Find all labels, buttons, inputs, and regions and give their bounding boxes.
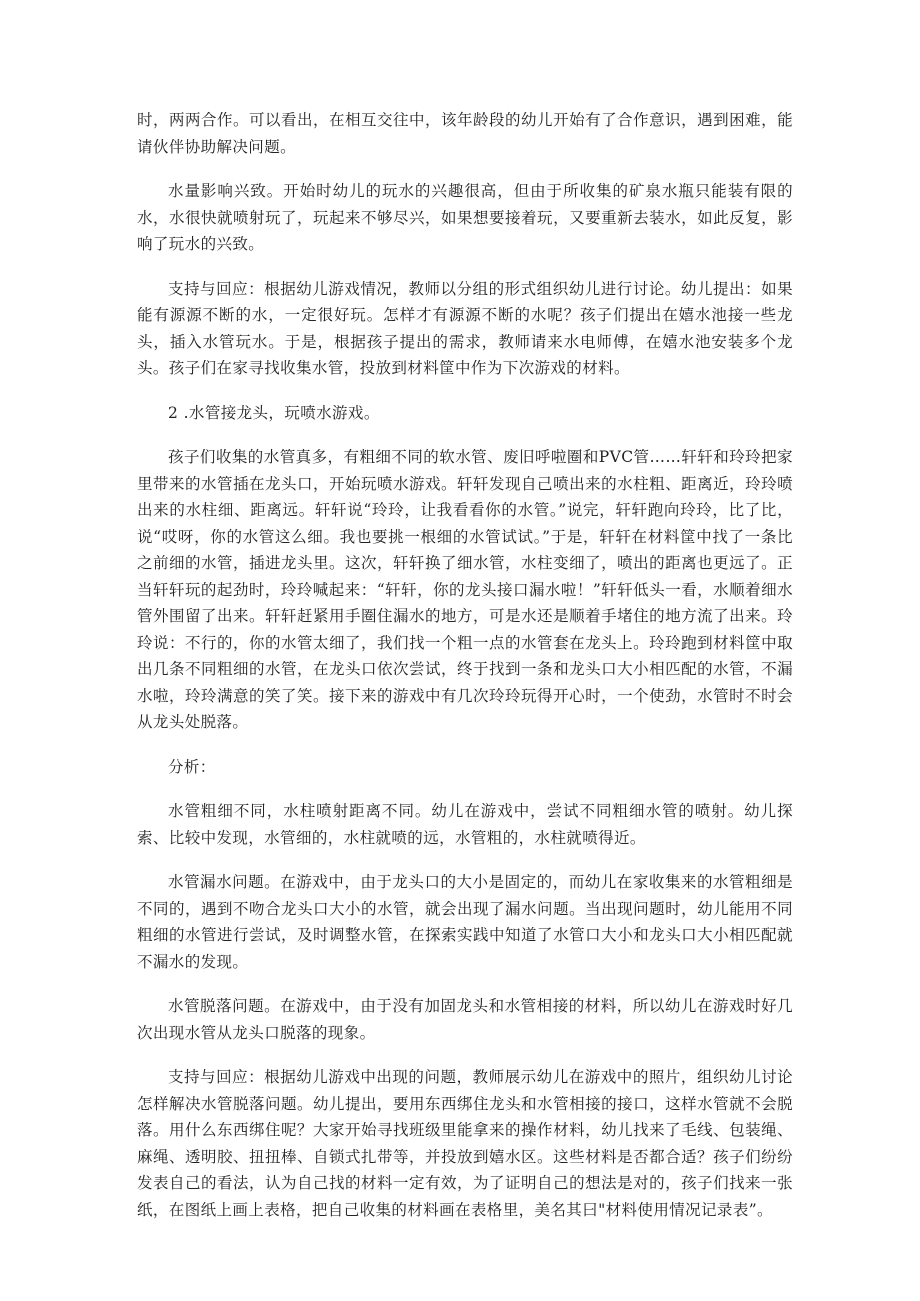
paragraph-cooperation-conclusion: 时，两两合作。可以看出，在相互交往中，该年龄段的幼儿开始有了合作意识，遇到困难，能请伙伴协助解决问题。 (137, 111, 793, 156)
paragraph-hose-leak: 水管漏水问题。在游戏中，由于龙头口的大小是固定的，而幼儿在家收集来的水管粗细是不同的，遇到不吻合龙头口大小的水管，就会出现了漏水问题。当出现问题时，幼儿能用不同粗细的水管进行尝试，及时调整水管，在探索实践中知道了水管口大小和龙头口大小相匹配就不漏水的发现。 (137, 873, 793, 971)
paragraph-support-response-1: 支持与回应：根据幼儿游戏情况，教师以分组的形式组织幼儿进行讨论。幼儿提出：如果能有源源不断的水，一定很好玩。怎样才有源源不断的水呢？孩子们提出在嬉水池接一些龙头，插入水管玩水。于是，根据孩子提出的需求，教师请来水电师傅，在嬉水池安装多个龙头。孩子们在家寻找收集水管，投放到材料筐中作为下次游戏的材料。 (137, 279, 793, 377)
paragraph-analysis-label: 分析： (168, 757, 216, 776)
paragraph-support-response-2: 支持与回应：根据幼儿游戏中出现的问题，教师展示幼儿在游戏中的照片，组织幼儿讨论怎样解决水管脱落问题。幼儿提出，要用东西绑住龙头和水管相接的接口，这样水管就不会脱落。用什么东西绑住呢？大家开始寻找班级里能拿来的操作材料，幼儿找来了毛线、包装绳、麻绳、透明胶、扭扭棒、自锁式扎带等，并投放到嬉水区。这些材料是否都合适？孩子们纷纷发表自己的看法，认为自己找的材料一定有效，为了证明自己的想法是对的，孩子们找来一张纸，在图纸上画上表格，把自己收集的材料画在表格里，美名其曰"材料使用情况记录表”。 (137, 1068, 793, 1219)
document-body (137, 107, 793, 1241)
paragraph-water-volume: 水量影响兴致。开始时幼儿的玩水的兴趣很高，但由于所收集的矿泉水瓶只能装有限的水，水很快就喷射玩了，玩起来不够尽兴，如果想要接着玩，又要重新去装水，如此反复，影响了玩水的兴致。 (137, 182, 793, 253)
paragraph-hose-story: 孩子们收集的水管真多，有粗细不同的软水管、废旧呼啦圈和PVC管……轩轩和玲玲把家里带来的水管插在龙头口，开始玩喷水游戏。轩轩发现自己喷出来的水柱粗、距离近，玲玲喷出来的水柱细、距离远。轩轩说“玲玲，让我看看你的水管。”说完，轩轩跑向玲玲，比了比，说“哎呀，你的水管这么细。我也要挑一根细的水管试试。”于是，轩轩在材料筐中找了一条比之前细的水管，插进龙头里。这次，轩轩换了细水管，水柱变细了，喷出的距离也更远了。正当轩轩玩的起劲时，玲玲喊起来：“轩轩，你的龙头接口漏水啦！”轩轩低头一看，水顺着细水管外围留了出来。轩轩赶紧用手圈住漏水的地方，可是水还是顺着手堵住的地方流了出来。玲玲说：不行的，你的水管太细了，我们找一个粗一点的水管套在龙头上。玲玲跑到材料筐中取出几条不同粗细的水管，在龙头口依次尝试，终于找到一条和龙头口大小相匹配的水管，不漏水啦，玲玲满意的笑了笑。接下来的游戏中有几次玲玲玩得开心时，一个使劲，水管时不时会从龙头处脱落。 (137, 448, 793, 731)
paragraph-hose-detach: 水管脱落问题。在游戏中，由于没有加固龙头和水管相接的材料，所以幼儿在游戏时好几次出现水管从龙头口脱落的现象。 (137, 997, 793, 1042)
section-heading-hose-faucet: 2 .水管接龙头，玩喷水游戏。 (168, 403, 380, 422)
paragraph-hose-thickness: 水管粗细不同，水柱喷射距离不同。幼儿在游戏中，尝试不同粗细水管的喷射。幼儿探索、比较中发现，水管细的，水柱就喷的远，水管粗的，水柱就喷得近。 (137, 802, 793, 847)
